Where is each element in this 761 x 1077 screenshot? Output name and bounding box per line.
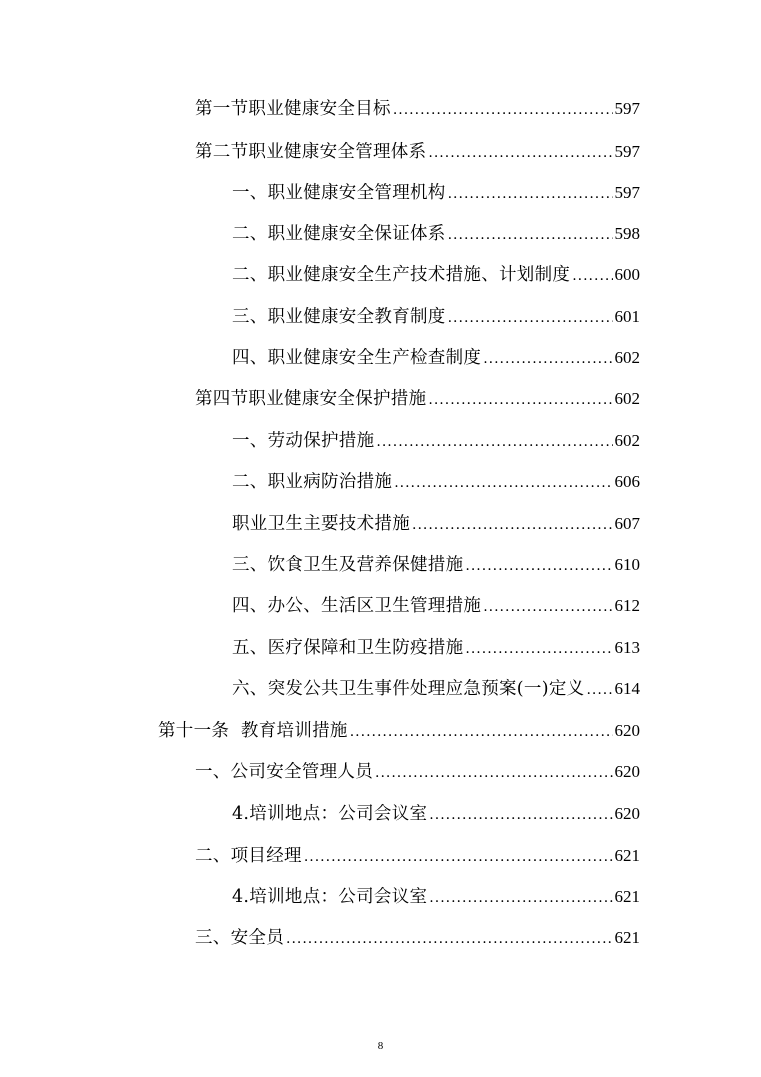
toc-entry-title: 第一节职业健康安全目标 bbox=[195, 99, 391, 119]
toc-entry-title: 四、职业健康安全生产检查制度 bbox=[232, 348, 482, 368]
toc-entry-title: 二、职业健康安全生产技术措施、计划制度 bbox=[232, 265, 571, 285]
toc-entry-title: 二、职业健康安全保证体系 bbox=[232, 224, 446, 244]
toc-entry-title: 四、办公、生活区卫生管理措施 bbox=[232, 596, 482, 616]
toc-entry[interactable] bbox=[232, 885, 640, 909]
toc-entry-page: 621 bbox=[614, 887, 640, 906]
dot-leader bbox=[586, 678, 612, 702]
toc-entry[interactable] bbox=[195, 760, 640, 784]
dot-leader bbox=[483, 347, 612, 371]
dot-leader bbox=[465, 637, 612, 661]
toc-entry-page: 607 bbox=[614, 514, 640, 533]
toc-entry-title: 4.培训地点：公司会议室 bbox=[232, 804, 428, 824]
toc-entry-page: 620 bbox=[614, 721, 640, 740]
page-number: 8 bbox=[377, 1040, 384, 1052]
toc-entry-title: 一、职业健康安全管理机构 bbox=[232, 183, 446, 203]
toc-entry[interactable] bbox=[158, 719, 640, 743]
dot-leader bbox=[448, 182, 613, 206]
toc-entry-title: 二、项目经理 bbox=[195, 846, 302, 866]
toc-entry-title: 第二节职业健康安全管理体系 bbox=[195, 142, 427, 162]
dot-leader bbox=[429, 886, 612, 910]
toc-entry[interactable] bbox=[232, 553, 640, 577]
toc-entry-page: 620 bbox=[614, 762, 640, 781]
toc-entry-title: 第十一条 教育培训措施 bbox=[158, 721, 348, 741]
dot-leader bbox=[394, 471, 612, 495]
dot-leader bbox=[350, 720, 613, 744]
toc-entry-page: 606 bbox=[614, 472, 640, 491]
dot-leader bbox=[428, 388, 612, 412]
dot-leader bbox=[376, 430, 612, 454]
toc-entry-page: 598 bbox=[614, 224, 640, 243]
toc-entry[interactable] bbox=[195, 387, 640, 411]
toc-entry-page: 597 bbox=[614, 183, 640, 202]
toc-entry-title: 三、饮食卫生及营养保健措施 bbox=[232, 555, 464, 575]
toc-entry[interactable] bbox=[232, 305, 640, 329]
toc-entry-title: 三、职业健康安全教育制度 bbox=[232, 307, 446, 327]
dot-leader bbox=[428, 141, 612, 165]
toc-entry-title: 三、安全员 bbox=[195, 928, 284, 948]
toc-entry-title: 4.培训地点：公司会议室 bbox=[232, 887, 428, 907]
toc-entry[interactable] bbox=[232, 470, 640, 494]
dot-leader bbox=[483, 595, 612, 619]
toc-entry-page: 621 bbox=[614, 928, 640, 947]
toc-entry-page: 600 bbox=[614, 265, 640, 284]
toc-entry[interactable] bbox=[232, 677, 640, 701]
dot-leader bbox=[393, 98, 613, 122]
dot-leader bbox=[448, 223, 613, 247]
toc-entry-page: 601 bbox=[614, 307, 640, 326]
toc-entry-page: 602 bbox=[614, 389, 640, 408]
toc-entry-title: 一、劳动保护措施 bbox=[232, 431, 375, 451]
toc-entry-page: 613 bbox=[614, 638, 640, 657]
toc-entry[interactable] bbox=[195, 140, 640, 164]
dot-leader bbox=[286, 927, 613, 951]
toc-entry-page: 597 bbox=[614, 142, 640, 161]
dot-leader bbox=[304, 845, 613, 869]
toc-entry-page: 602 bbox=[614, 348, 640, 367]
toc-entry-page: 620 bbox=[614, 804, 640, 823]
dot-leader bbox=[429, 803, 612, 827]
toc-entry[interactable] bbox=[232, 181, 640, 205]
toc-entry-title: 二、职业病防治措施 bbox=[232, 472, 393, 492]
dot-leader bbox=[375, 761, 613, 785]
toc-entry[interactable] bbox=[232, 222, 640, 246]
toc-entry-page: 612 bbox=[614, 596, 640, 615]
toc-entry[interactable] bbox=[232, 263, 640, 287]
toc-entry[interactable] bbox=[195, 97, 640, 121]
dot-leader bbox=[412, 513, 613, 537]
toc-entry[interactable] bbox=[232, 512, 640, 536]
toc-entry-page: 602 bbox=[614, 431, 640, 450]
toc-entry-title: 一、公司安全管理人员 bbox=[195, 762, 373, 782]
toc-entry-page: 597 bbox=[614, 99, 640, 118]
toc-entry[interactable] bbox=[195, 844, 640, 868]
toc-entry[interactable] bbox=[232, 429, 640, 453]
toc-entry-title: 第四节职业健康安全保护措施 bbox=[195, 389, 427, 409]
dot-leader bbox=[465, 554, 612, 578]
toc-entry-title: 六、突发公共卫生事件处理应急预案(一)定义 bbox=[232, 679, 585, 699]
toc-entry-page: 610 bbox=[614, 555, 640, 574]
toc-entry[interactable] bbox=[232, 346, 640, 370]
toc-entry[interactable] bbox=[195, 926, 640, 950]
toc-entry[interactable] bbox=[232, 802, 640, 826]
toc-entry-title: 五、医疗保障和卫生防疫措施 bbox=[232, 638, 464, 658]
toc-entry-page: 614 bbox=[614, 679, 640, 698]
toc-entry[interactable] bbox=[232, 636, 640, 660]
dot-leader bbox=[448, 306, 613, 330]
toc-entry-page: 621 bbox=[614, 846, 640, 865]
toc-entry[interactable] bbox=[232, 594, 640, 618]
dot-leader bbox=[572, 264, 612, 288]
toc-entry-title: 职业卫生主要技术措施 bbox=[232, 514, 410, 534]
